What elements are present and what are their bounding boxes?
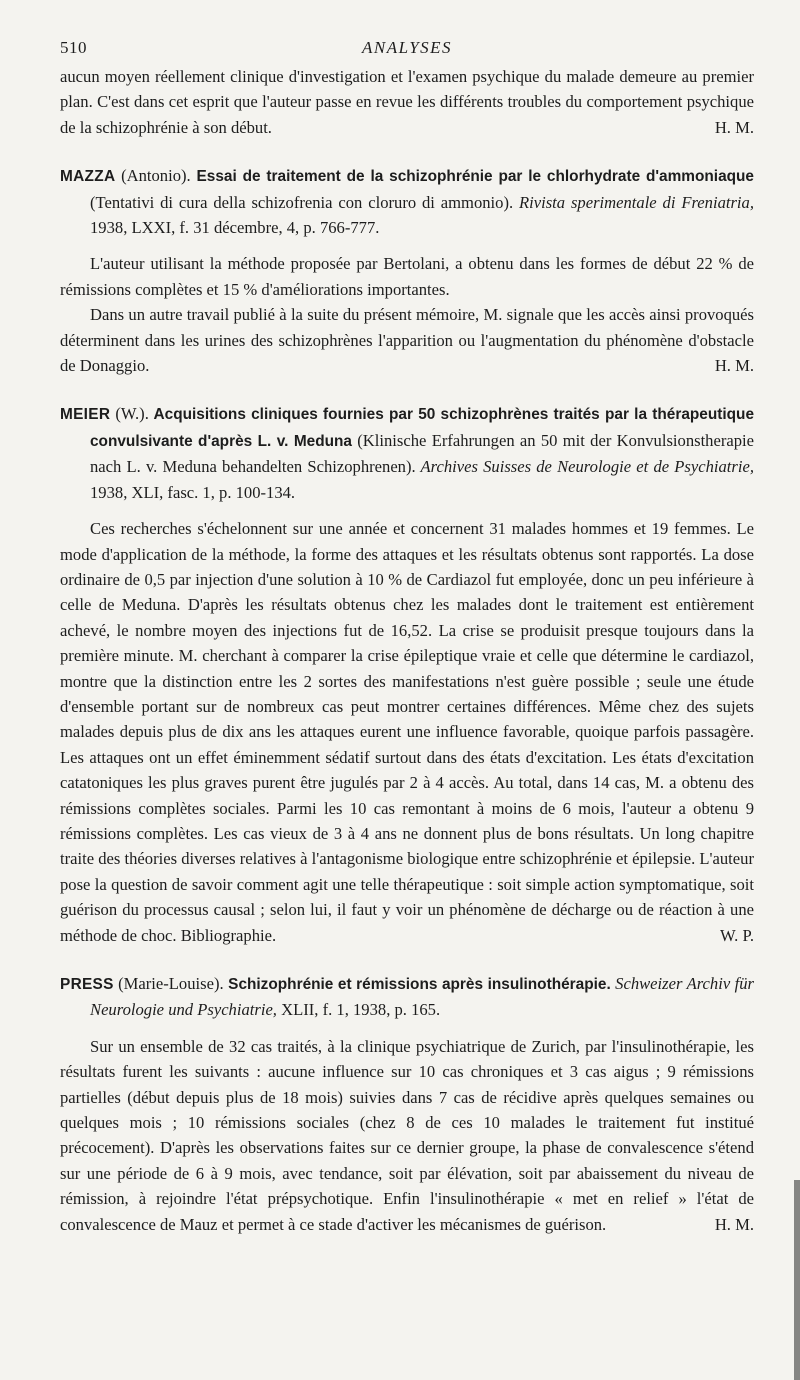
- entry-paragraph-last: [60, 302, 754, 378]
- intro-text: aucun moyen réellement clinique d'investigation et l'examen psychique du malade demeure au premier plan. C'est dans cet esprit que l'auteur passe en revue les différents troubles du comportement psychique de la schizophrénie à son début.: [60, 67, 754, 137]
- entry-paragraph: L'auteur utilisant la méthode proposée par Bertolani, a obtenu dans les formes de début 22 % de rémissions complètes et 15 % d'améliorations importantes.: [60, 254, 754, 299]
- running-head: [60, 38, 754, 64]
- entry-journal: Archives Suisses de Neurologie et de Psychiatrie,: [415, 457, 754, 477]
- entry-paragraph-last: [60, 1034, 754, 1237]
- entry-title: Acquisitions cliniques fournies par 50 schizophrènes traités par la thérapeutique convulsivante d'après L. v. Meduna: [90, 406, 754, 450]
- entry-title: Essai de traitement de la schizophrénie par le chlorhydrate d'ammoniaque: [190, 168, 754, 186]
- entry-body: [60, 1034, 754, 1237]
- entry-journal: Rivista sperimentale di Freniatria,: [513, 192, 754, 212]
- entry-paragraph-text: Sur un ensemble de 32 cas traités, à la clinique psychiatrique de Zurich, par l'insulinothérapie, les résultats furent les suivants : aucune influence sur 10 cas chroniques et 3 cas aigus ; 9 rémissions partielles (début depuis plus de 18 mois) suivies dans 7 cas de récidive après quelques semaines ou quelques mois ; 10 rémissions sociales (chez 8 de ces 10 malades le traitement fut institué précocement). D'après les observations faites sur ce dernier groupe, la phase de convalescence s'étend sur une période de 6 à 9 mois, avec tendance, soit par élévation, soit par abaissement du niveau de rémission, à rejoindre l'état prépsychotique. Enfin l'insulinothérapie « met en relief » l'état de convalescence de Mauz et permet à ce stade d'activer les mécanismes de guérison.: [60, 1036, 754, 1234]
- entry-original-title: (Klinische Erfahrungen an 50 mit der Konvulsionstherapie nach L. v. Meduna behandelten Schizophrenen).: [90, 430, 755, 477]
- entry-body: [60, 516, 754, 948]
- entry-reference: [60, 401, 754, 505]
- entry-title: Schizophrénie et rémissions après insulinothérapie.: [223, 976, 611, 993]
- entry-author-given: (Antonio).: [115, 166, 191, 186]
- entry-paragraph-text: Dans un autre travail publié à la suite du présent mémoire, M. signale que les accès ainsi provoqués déterminent dans les urines des schizophrènes l'apparition ou l'augmentation du phénomène d'obstacle de Donaggio.: [60, 305, 754, 376]
- entry-body: [60, 251, 754, 378]
- entry-signature: H. M.: [714, 1214, 754, 1234]
- review-entry: [60, 971, 754, 1237]
- entry-paragraph-last: [60, 516, 754, 948]
- intro-signature: H. M.: [714, 117, 754, 137]
- entry-paragraph-text: Ces recherches s'échelonnent sur une année et concernent 31 malades hommes et 19 femmes. Le mode d'application de la méthode, la forme des attaques et les résultats obtenus sont rapportés. La dose ordinaire de 0,5 par injection d'une solution à 10 % de Cardiazol fut employée, donc un peu inférieure à celle de Meduna. D'après les résultats obtenus chez les malades dont le traitement est entièrement achevé, le nombre moyen des injections fut de 16,52. La crise se produisit presque toujours dans la première minute. M. cherchant à comparer la crise épileptique vraie et celle que détermine le cardiazol, montre que la distinction entre les 2 sortes des manifestations n'est guère possible ; seule une étude d'ensemble portant sur de nombreux cas peut montrer certaines différences. Même chez des sujets malades depuis plus de dix ans les attaques eurent une influence favorable, quoique parfois passagère. Les attaques ont un effet éminemment sédatif surtout dans des états d'excitation. Les états d'excitation catatoniques les plus graves purent être jugulés par 2 à 4 accès. Au total, dans 14 cas, M. a obtenu des rémissions complètes sociales. Parmi les 10 cas remontant à moins de 6 mois, l'auteur a obtenu 9 rémissions complètes. Les cas vieux de 3 à 4 ans ne donnent plus de bons résultats. Un long chapitre traite des théories diverses relatives à l'antagonisme biologique entre schizophrénie et épilepsie. L'auteur pose la question de savoir comment agit une telle thérapeutique : soit simple action symptomatique, soit guérison du processus causal ; selon lui, il faut y voir un phénomène de décharge ou de réaction à une méthode de choc. Bibliographie.: [60, 519, 754, 945]
- review-entry: [60, 163, 754, 378]
- entry-author-given: (Marie-Louise).: [113, 974, 224, 993]
- entry-signature: H. M.: [714, 356, 754, 376]
- entry-journal: Schweizer Archiv für Neurologie und Psychiatrie,: [90, 974, 754, 1020]
- entry-author: PRESS: [60, 976, 114, 993]
- page-number: 510: [60, 38, 87, 57]
- entry-citation: 1938, XLI, fasc. 1, p. 100-134.: [90, 482, 296, 502]
- entry-citation: 1938, LXXI, f. 31 décembre, 4, p. 766-777.: [90, 218, 380, 238]
- entry-author: MEIER: [60, 406, 111, 424]
- scan-edge-shadow: [794, 1180, 800, 1380]
- entry-original-title: (Tentativi di cura della schizofrenia con cloruro di ammonio).: [90, 192, 514, 212]
- intro-paragraph: [60, 64, 754, 140]
- entry-citation: XLII, f. 1, 1938, p. 165.: [276, 1000, 441, 1020]
- document-page: [60, 38, 754, 1237]
- entry-author-given: (W.).: [110, 404, 149, 424]
- entry-author: MAZZA: [60, 168, 116, 186]
- running-title: ANALYSES: [361, 38, 453, 57]
- review-entry: [60, 401, 754, 948]
- entry-reference: [60, 163, 754, 240]
- entry-reference: [60, 971, 754, 1023]
- entry-signature: W. P.: [720, 925, 754, 945]
